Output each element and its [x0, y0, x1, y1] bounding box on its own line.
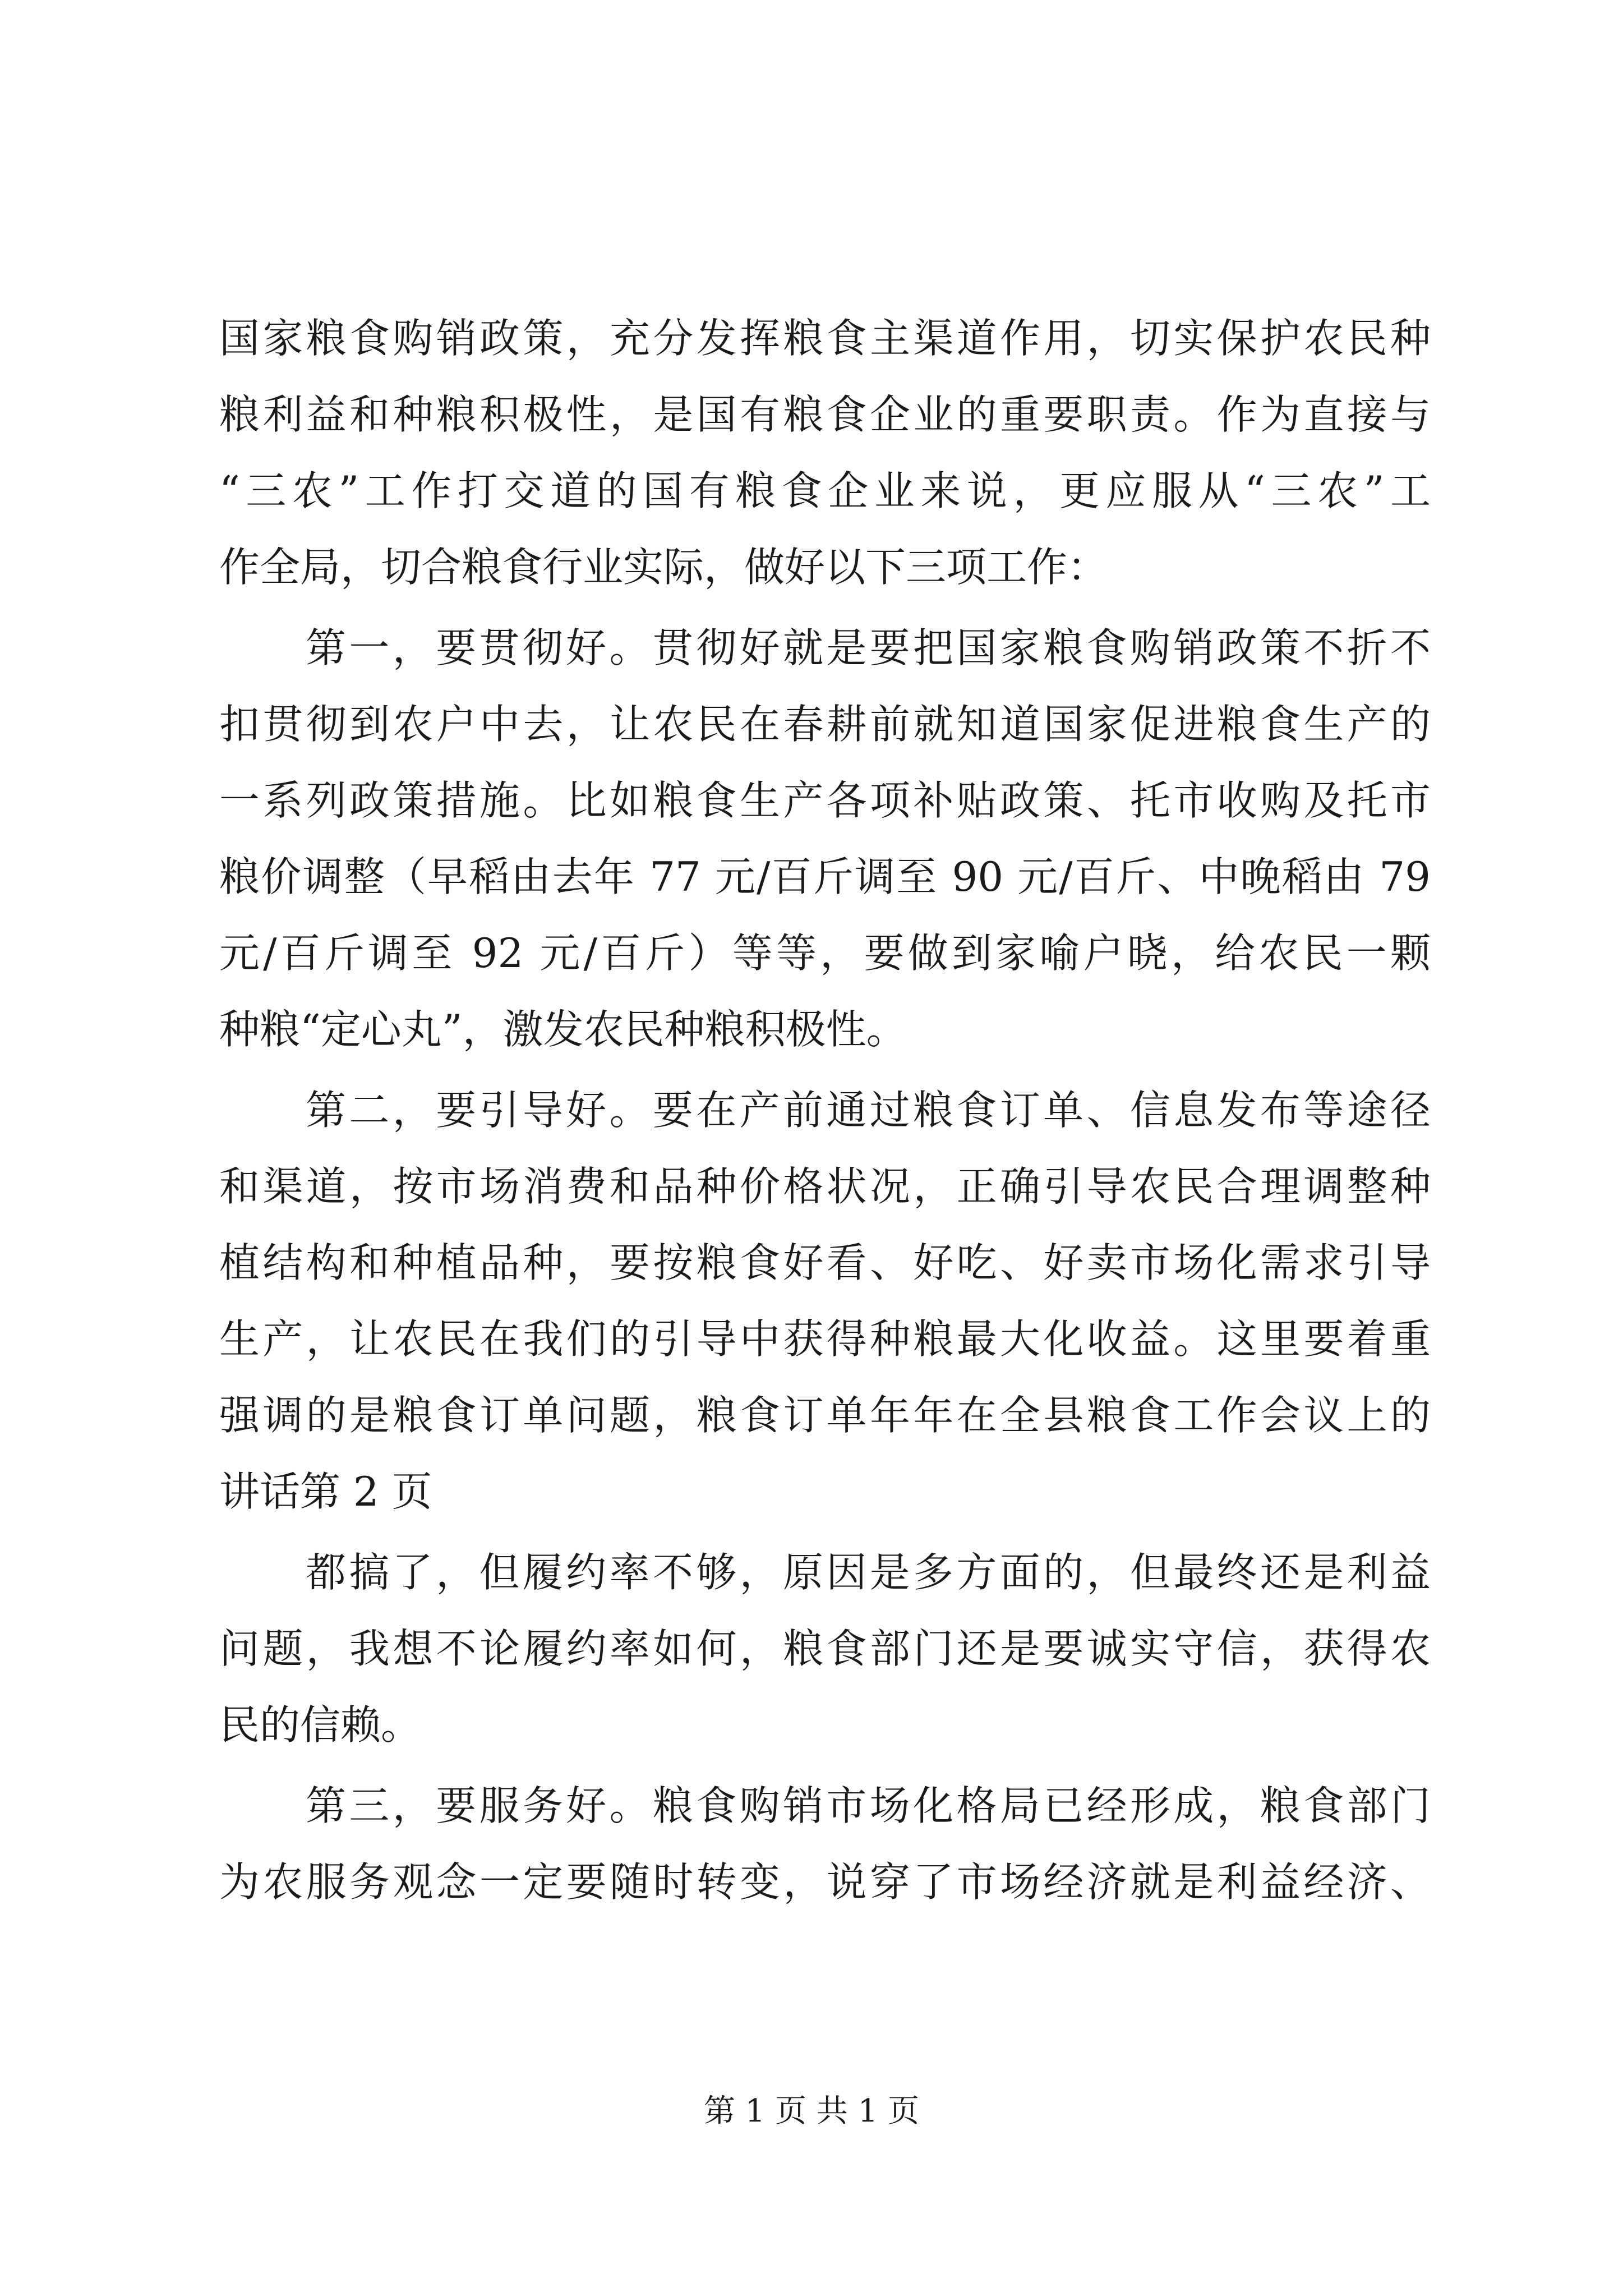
- text-line: 和渠道，按市场消费和品种价格状况，正确引导农民合理调整种: [219, 1163, 1431, 1210]
- text-line: 粮价调整（早稻由去年 77 元/百斤调至 90 元/百斤、中晚稻由 79: [219, 853, 1431, 900]
- paragraph-continuation: [219, 1534, 1431, 1763]
- text-line: 第二，要引导好。要在产前通过粮食订单、信息发布等途径: [306, 1087, 1431, 1134]
- text-line: 生产，让农民在我们的引导中获得种粮最大化收益。这里要着重: [219, 1315, 1431, 1363]
- text-line: 强调的是粮食订单问题，粮食订单年年在全县粮食工作会议上的: [219, 1392, 1431, 1439]
- text-line: 都搞了，但履约率不够，原因是多方面的，但最终还是利益: [306, 1549, 1431, 1596]
- paragraph-third-point: [219, 1768, 1431, 1920]
- text-line: 粮利益和种粮积极性，是国有粮食企业的重要职责。作为直接与: [219, 391, 1431, 438]
- page-footer: [0, 2089, 1623, 2134]
- text-line: 国家粮食购销政策，充分发挥粮食主渠道作用，切实保护农民种: [219, 315, 1431, 362]
- document-body: [219, 300, 1431, 1920]
- text-line: 民的信赖。: [219, 1701, 422, 1749]
- text-line: 植结构和种植品种，要按粮食好看、好吃、好卖市场化需求引导: [219, 1239, 1431, 1286]
- text-line: 讲话第 2 页: [219, 1468, 432, 1515]
- text-line: 种粮“定心丸”，激发农民种粮积极性。: [219, 1006, 907, 1053]
- paragraph-second-point: [219, 1072, 1431, 1530]
- text-line: 问题，我想不论履约率如何，粮食部门还是要诚实守信，获得农: [219, 1625, 1431, 1672]
- text-line: 一系列政策措施。比如粮食生产各项补贴政策、托市收购及托市: [219, 777, 1431, 824]
- text-line: 第一，要贯彻好。贯彻好就是要把国家粮食购销政策不折不: [306, 624, 1431, 671]
- text-line: 作全局，切合粮食行业实际，做好以下三项工作：: [219, 544, 1108, 591]
- text-line: 为农服务观念一定要随时转变，说穿了市场经济就是利益经济、: [219, 1858, 1431, 1906]
- text-line: 第三，要服务好。粮食购销市场化格局已经形成，粮食部门: [306, 1782, 1431, 1829]
- page-number-label: 第 1 页 共 1 页: [703, 2093, 920, 2129]
- text-line: 扣贯彻到农户中去，让农民在春耕前就知道国家促进粮食生产的: [219, 701, 1431, 748]
- paragraph-intro: [219, 300, 1431, 605]
- text-line: “三农”工作打交道的国有粮食企业来说，更应服从“三农”工: [219, 467, 1431, 514]
- paragraph-first-point: [219, 610, 1431, 1068]
- text-line: 元/百斤调至 92 元/百斤）等等，要做到家喻户晓，给农民一颗: [219, 930, 1431, 977]
